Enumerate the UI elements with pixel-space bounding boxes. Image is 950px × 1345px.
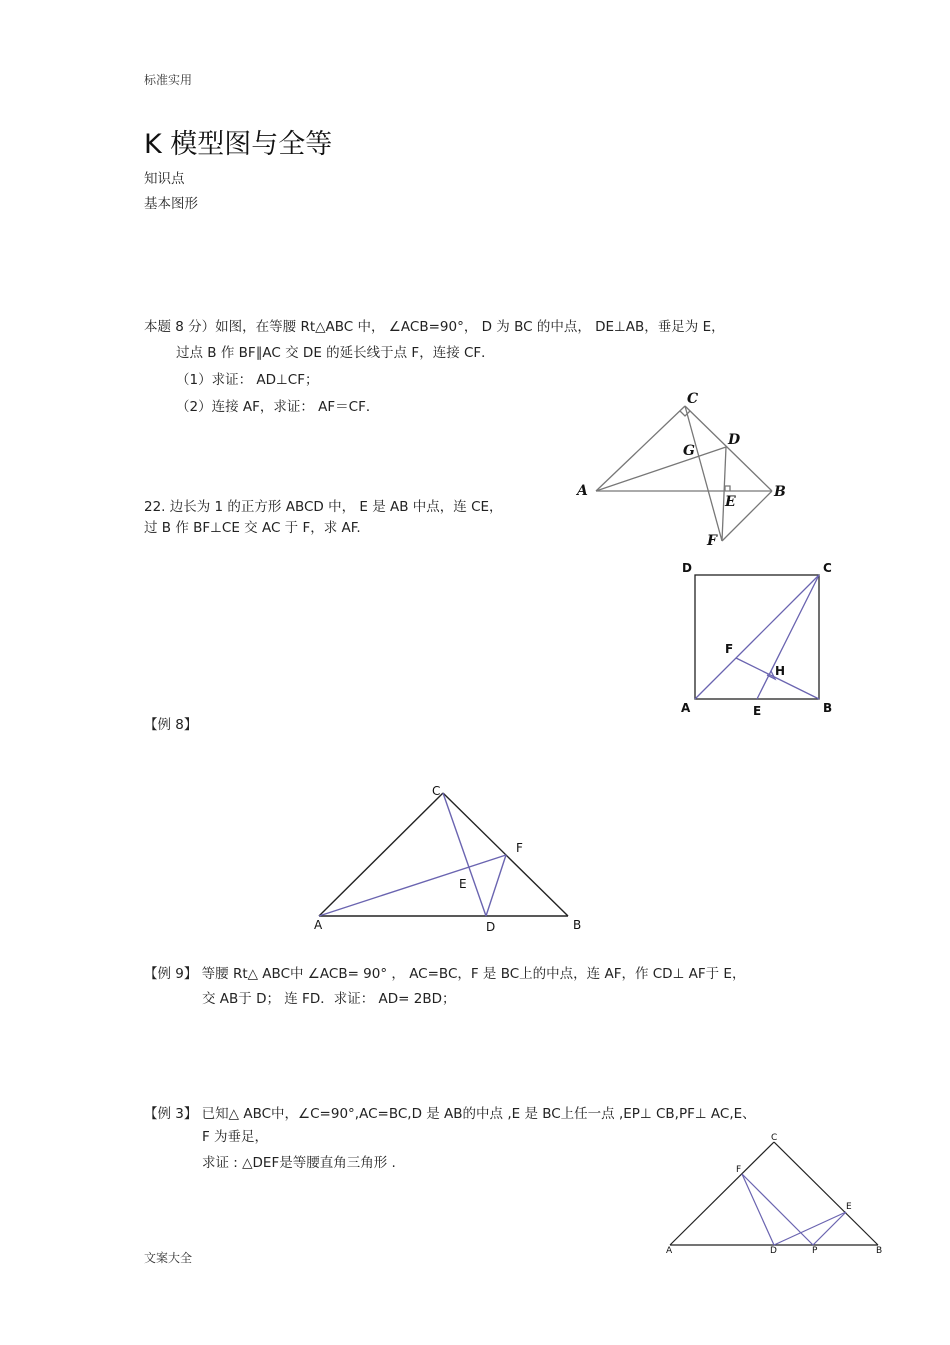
fig4-label-E: E	[846, 1202, 852, 1212]
fig4-label-D: D	[770, 1246, 777, 1256]
fig3-label-F: F	[516, 841, 523, 855]
example3-line2: F 为垂足，	[202, 1129, 269, 1145]
fig3-label-E: E	[459, 877, 467, 891]
fig4-label-C: C	[771, 1133, 778, 1143]
fig4-edge-CB	[774, 1142, 878, 1245]
fig1-label-G: G	[683, 443, 695, 459]
fig1-label-D: D	[728, 432, 741, 448]
problem1-line1: 本题 8 分）如图，在等腰 Rt△ABC 中， ∠ACB=90°， D 为 BC 的中点， DE⊥AB，垂足为 E，	[144, 319, 725, 335]
fig1-label-A: A	[577, 483, 588, 499]
fig1-label-F: F	[707, 533, 717, 549]
fig2-label-D: D	[682, 561, 692, 575]
fig1-label-C: C	[687, 391, 699, 407]
fig1-label-B: B	[774, 484, 786, 500]
problem22-line1: 22. 边长为 1 的正方形 ABCD 中， E 是 AB 中点，连 CE，	[144, 499, 503, 515]
example3-line1: 【例 3】 已知△ ABC中，∠C=90°,AC=BC,D 是 AB的中点 ,E 是 BC上任一点 ,EP⊥ CB,PF⊥ AC,E、	[144, 1106, 756, 1122]
section-basic-figures: 基本图形	[144, 196, 198, 212]
fig4-label-F: F	[736, 1165, 742, 1175]
section-knowledge: 知识点	[144, 171, 185, 187]
example9-line1: 【例 9】 等腰 Rt△ ABC中 ∠ACB= 90° ， AC=BC，F 是 BC上的中点，连 AF，作 CD⊥ AF于 E，	[144, 966, 746, 982]
fig4-label-P: P	[812, 1246, 818, 1256]
fig2-label-C: C	[823, 561, 832, 575]
fig2-label-E: E	[753, 704, 762, 718]
fig2-label-H: H	[775, 664, 786, 678]
fig2-label-F: F	[725, 642, 734, 656]
example8-label: 【例 8】	[144, 717, 198, 733]
fig4-edge-AC	[670, 1142, 774, 1245]
fig3-label-B: B	[573, 918, 582, 932]
problem1-line4: （2）连接 AF，求证： AF＝CF．	[176, 399, 380, 415]
fig1-label-E: E	[725, 494, 736, 510]
fig4-edge-FP	[742, 1174, 813, 1245]
fig4-label-A: A	[666, 1246, 673, 1256]
fig3-label-A: A	[314, 918, 323, 932]
fig4-label-B: B	[876, 1246, 883, 1256]
fig3-label-D: D	[486, 920, 496, 934]
fig4-edge-DF	[742, 1174, 774, 1245]
page-footer: 文案大全	[144, 1251, 193, 1265]
problem22-line2: 过 B 作 BF⊥CE 交 AC 于 F，求 AF.	[144, 520, 361, 536]
page-header: 标准实用	[144, 73, 193, 87]
example3-line3: 求证 : △DEF是等腰直角三角形 .	[202, 1155, 396, 1171]
fig2-label-B: B	[823, 701, 833, 715]
example9-line2: 交 AB于 D； 连 FD．求证： AD= 2BD；	[202, 991, 456, 1007]
fig3-label-C: C	[432, 784, 441, 798]
fig2-label-A: A	[681, 701, 691, 715]
page-title: K 模型图与全等	[144, 129, 333, 160]
fig4-edge-PE	[813, 1212, 846, 1245]
problem1-line3: （1）求证： AD⊥CF；	[176, 372, 319, 388]
problem1-line2: 过点 B 作 BF∥AC 交 DE 的延长线于点 F，连接 CF．	[176, 345, 495, 361]
